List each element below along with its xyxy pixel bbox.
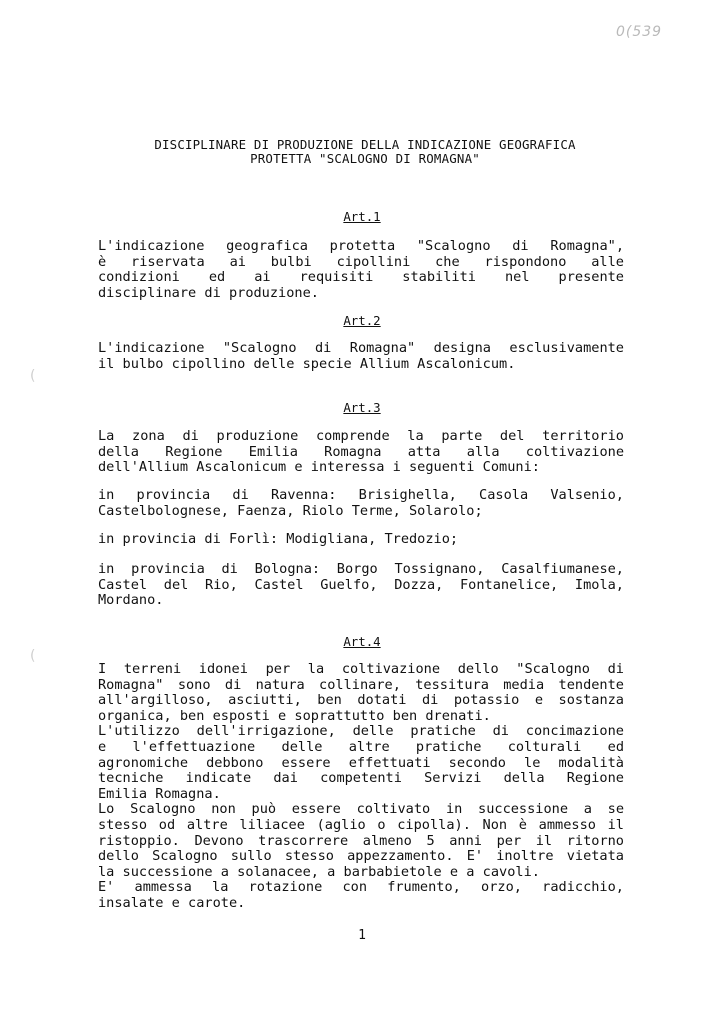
text-line: Emilia Romagna. bbox=[98, 785, 221, 802]
text-line: in provincia di Ravenna: Brisighella, Casola Valsenio, bbox=[98, 487, 624, 503]
article-3-heading: Art.3 bbox=[343, 400, 381, 415]
scan-mark: ( bbox=[30, 368, 36, 384]
text-line: L'indicazione "Scalogno di Romagna" designa esclusivamente bbox=[98, 340, 624, 356]
article-3-paragraph-ravenna bbox=[98, 488, 624, 519]
document-title bbox=[80, 138, 650, 166]
text-line: Mordano. bbox=[98, 592, 164, 609]
text-line: della Regione Emilia Romagna atta alla coltivazione bbox=[98, 443, 624, 460]
article-2-paragraph bbox=[98, 341, 624, 372]
text-line: all'argilloso, asciutti, ben dotati di potassio e sostanza bbox=[98, 692, 624, 709]
text-line: L'utilizzo dell'irrigazione, delle pratiche di concimazione bbox=[98, 723, 624, 740]
text-line: stesso od altre liliacee (aglio o cipolla). Non è ammesso il bbox=[98, 816, 624, 833]
title-line-2: PROTETTA "SCALOGNO DI ROMAGNA" bbox=[250, 151, 480, 166]
article-1-paragraph bbox=[98, 239, 624, 301]
text-line: è riservata ai bulbi cipollini che rispondono alle bbox=[98, 253, 624, 270]
article-3-paragraph-bologna bbox=[98, 562, 624, 609]
text-line: condizioni ed ai requisiti stabiliti nel presente bbox=[98, 269, 624, 286]
text-line: Romagna" sono di natura collinare, tessitura media tendente bbox=[98, 676, 624, 693]
article-4-paragraph bbox=[98, 662, 624, 912]
article-4-heading: Art.4 bbox=[343, 634, 381, 649]
text-line: tecniche indicate dai competenti Servizi della Regione bbox=[98, 770, 624, 787]
text-line: la successione a solanacee, a barbabietole e a cavoli. bbox=[98, 863, 540, 880]
article-3-paragraph-1 bbox=[98, 429, 624, 476]
article-1-heading: Art.1 bbox=[343, 209, 381, 224]
article-2-heading: Art.2 bbox=[343, 313, 381, 328]
text-line: dell'Allium Ascalonicum e interessa i seguenti Comuni: bbox=[98, 459, 540, 476]
text-line: Lo Scalogno non può essere coltivato in successione a se bbox=[98, 801, 624, 818]
title-line-1: DISCIPLINARE DI PRODUZIONE DELLA INDICAZIONE GEOGRAFICA bbox=[154, 137, 576, 152]
text-line: Castelbolognese, Faenza, Riolo Terme, Solarolo; bbox=[98, 502, 483, 519]
text-line: in provincia di Bologna: Borgo Tossignano, Casalfiumanese, bbox=[98, 561, 624, 577]
text-line: disciplinare di produzione. bbox=[98, 284, 319, 301]
text-line: L'indicazione geografica protetta "Scalogno di Romagna", bbox=[98, 238, 624, 254]
archive-stamp: 0(539 bbox=[616, 24, 663, 40]
text-line: agronomiche debbono essere effettuati secondo le modalità bbox=[98, 754, 624, 771]
text-line: in provincia di Forlì: Modigliana, Tredozio; bbox=[98, 531, 459, 547]
text-line: E' ammessa la rotazione con frumento, orzo, radicchio, bbox=[98, 879, 624, 896]
article-3-paragraph-forli bbox=[98, 532, 624, 548]
text-line: e l'effettuazione delle altre pratiche colturali ed bbox=[98, 738, 624, 755]
text-line: dello Scalogno sullo stesso appezzamento. E' inoltre vietata bbox=[98, 848, 624, 865]
page-number: 1 bbox=[358, 928, 366, 943]
text-line: il bulbo cipollino delle specie Allium Ascalonicum. bbox=[98, 355, 516, 372]
scan-mark: ( bbox=[30, 648, 36, 664]
text-line: insalate e carote. bbox=[98, 894, 246, 911]
text-line: organica, ben esposti e soprattutto ben drenati. bbox=[98, 707, 491, 724]
text-line: ristoppio. Devono trascorrere almeno 5 anni per il ritorno bbox=[98, 832, 624, 849]
text-line: La zona di produzione comprende la parte del territorio bbox=[98, 428, 624, 444]
text-line: Castel del Rio, Castel Guelfo, Dozza, Fontanelice, Imola, bbox=[98, 576, 624, 593]
text-line: I terreni idonei per la coltivazione dello "Scalogno di bbox=[98, 661, 624, 677]
